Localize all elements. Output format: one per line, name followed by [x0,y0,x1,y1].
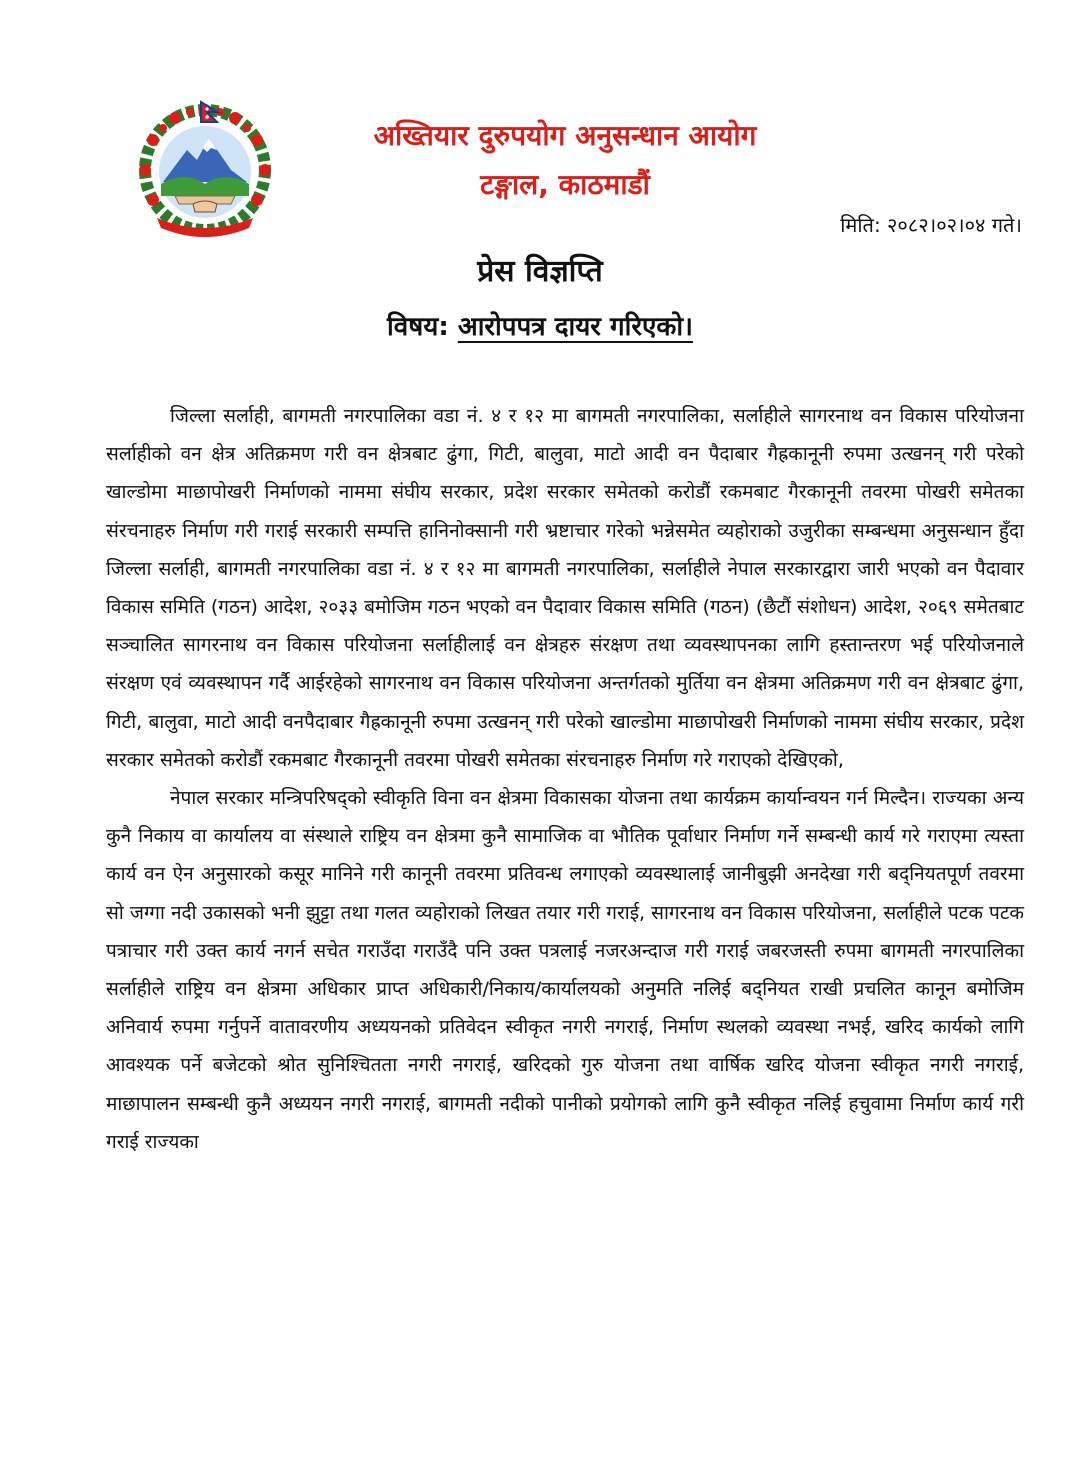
subject-label: विषय: [387,312,449,342]
subject-line [0,307,1080,347]
organization-name: अख्तियार दुरुपयोग अनुसन्धान आयोग [373,119,757,152]
subject-text: आरोपपत्र दायर गरिएको। [457,312,693,342]
document-body [106,397,1024,1161]
body-paragraph: जिल्ला सर्लाही, बागमती नगरपालिका वडा नं. ४ र १२ मा बागमती नगरपालिका, सर्लाहीले सागरनाथ वन विकास परियोजना सर्लाहीको वन क्षेत्र अतिक्रमण गरी वन क्षेत्रबाट ढुंगा, गिटी, बालुवा, माटो आदी वन पैदाबार गैह्रकानूनी रुपमा उत्खनन् गरी परेको खाल्डोमा माछापोखरी निर्माणको नाममा संघीय सरकार, प्रदेश सरकार समेतको करोडौं रकमबाट गैरकानूनी तवरमा पोखरी समेतका संरचनाहरु निर्माण गरी गराई सरकारी सम्पत्ति हानिनोक्सानी गरी भ्रष्टाचार गरेको भन्नेसमेत व्यहोराको उजुरीका सम्बन्धमा अनुसन्धान हुँदा जिल्ला सर्लाही, बागमती नगरपालिका वडा नं. ४ र १२ मा बागमती नगरपालिका, सर्लाहीले नेपाल सरकारद्वारा जारी भएको वन पैदावार विकास समिति (गठन) आदेश, २०३३ बमोजिम गठन भएको वन पैदावार विकास समिति (गठन) (छैटौं संशोधन) आदेश, २०६९ समेतबाट सञ्चालित सागरनाथ वन विकास परियोजना सर्लाहीलाई वन क्षेत्रहरु संरक्षण तथा व्यवस्थापनका लागि हस्तान्तरण भई परियोजनाले संरक्षण एवं व्यवस्थापन गर्दै आईरहेको सागरनाथ वन विकास परियोजना अन्तर्गतको मुर्तिया वन क्षेत्रमा अतिक्रमण गरी वन क्षेत्रबाट ढुंगा, गिटी, बालुवा, माटो आदी वनपैदाबार गैह्रकानूनी रुपमा उत्खनन् गरी परेको खाल्डोमा माछापोखरी निर्माणको नाममा संघीय सरकार, प्रदेश सरकार समेतको करोडौं रकमबाट गैरकानूनी तवरमा पोखरी समेतका संरचनाहरु निर्माण गरे गराएको देखिएको, [106,405,1024,771]
organization-address: टङ्गाल, काठमाडौं [480,168,650,201]
body-paragraph: नेपाल सरकार मन्त्रिपरिषद्को स्वीकृति विना वन क्षेत्रमा विकासका योजना तथा कार्यक्रम कार्यान्वयन गर्न मिल्दैन। राज्यका अन्य कुनै निकाय वा कार्यालय वा संस्थाले राष्ट्रिय वन क्षेत्रमा कुनै सामाजिक वा भौतिक पूर्वाधार निर्माण गर्ने सम्बन्धी कार्य गरे गराएमा त्यस्ता कार्य वन ऐन अनुसारको कसूर मानिने गरी कानूनी तवरमा प्रतिवन्ध लगाएको व्यवस्थालाई जानीबुझी अनदेखा गरी बद्नियतपूर्ण तवरमा सो जग्गा नदी उकासको भनी झुट्टा तथा गलत व्यहोराको लिखत तयार गरी गराई, सागरनाथ वन विकास परियोजना, सर्लाहीले पटक पटक पत्राचार गरी उक्त कार्य नगर्न सचेत गराउँदा गराउँदै पनि उक्त पत्रलाई नजरअन्दाज गरी गराई जबरजस्ती रुपमा बागमती नगरपालिका सर्लाहीले राष्ट्रिय वन क्षेत्रमा अधिकार प्राप्त अधिकारी/निकाय/कार्यालयको अनुमति नलिई बद्नियत राखी प्रचलित कानून बमोजिम अनिवार्य रुपमा गर्नुपर्ने वातावरणीय अध्ययनको प्रतिवेदन स्वीकृत नगरी नगराई, निर्माण स्थलको व्यवस्था नभई, खरिद कार्यको लागि आवश्यक पर्ने बजेटको श्रोत सुनिश्चितता नगरी नगराई, खरिदको गुरु योजना तथा वार्षिक खरिद योजना स्वीकृत नगरी नगराई, माछापालन सम्बन्धी कुनै अध्ययन नगरी नगराई, बागमती नदीको पानीको प्रयोगको लागि कुनै स्वीकृत नलिई हचुवामा निर्माण कार्य गरी गराई राज्यका [106,787,1024,1153]
nepal-national-emblem-icon [135,100,275,240]
press-release-title: प्रेस विज्ञप्ति [477,254,603,289]
document-date: मिति: २०८२।०२।०४ गते। [840,213,1022,237]
